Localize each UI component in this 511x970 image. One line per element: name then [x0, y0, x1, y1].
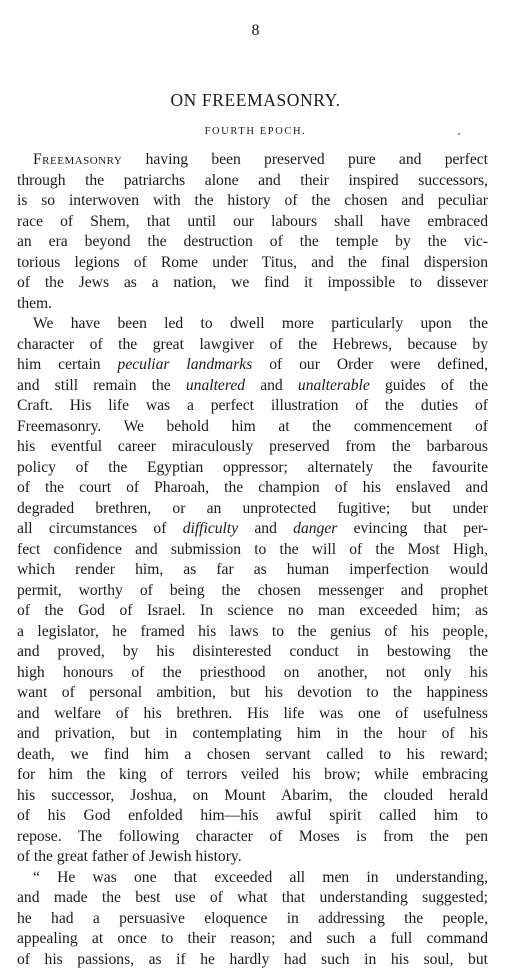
text-segment: policy of the Egyptian oppressor; alternately the favourite — [17, 459, 488, 476]
text-line — [17, 704, 488, 725]
text-line — [17, 909, 488, 930]
text-line — [17, 253, 488, 274]
text-line — [17, 396, 488, 417]
text-segment: for him the king of terrors veiled his brow; while embracing — [17, 766, 488, 783]
text-line — [17, 806, 488, 827]
text-line — [17, 765, 488, 786]
text-line — [17, 273, 488, 294]
text-segment: torious legions of Rome under Titus, and the final dispersion — [17, 254, 488, 271]
italic-text: peculiar landmarks — [118, 356, 253, 373]
print-speck — [458, 133, 460, 135]
text-segment: him certain — [17, 356, 118, 373]
paragraph — [17, 314, 488, 868]
text-line — [17, 868, 488, 889]
text-segment: all circumstances of — [17, 520, 183, 537]
text-line — [17, 663, 488, 684]
text-segment: death, we find him a chosen servant called to his reward; — [17, 746, 488, 763]
text-segment: evincing that per- — [337, 520, 488, 537]
text-line — [17, 294, 488, 315]
text-line — [17, 786, 488, 807]
text-line — [17, 950, 488, 970]
text-line — [17, 519, 488, 540]
text-line — [17, 355, 488, 376]
section-subtitle: FOURTH EPOCH. — [0, 126, 511, 137]
text-segment: and — [238, 520, 293, 537]
text-line — [17, 437, 488, 458]
text-line — [17, 499, 488, 520]
text-line — [17, 724, 488, 745]
text-line — [17, 827, 488, 848]
italic-text: unalterable — [298, 377, 370, 394]
text-segment: Freemasonry. We behold him at the commencement of — [17, 418, 488, 435]
text-line — [17, 212, 488, 233]
text-line — [17, 601, 488, 622]
text-line — [17, 191, 488, 212]
text-segment: Craft. His life was a perfect illustration of the duties of — [17, 397, 488, 414]
chapter-title: ON FREEMASONRY. — [0, 90, 511, 111]
text-segment: and privation, but in contemplating him in the hour of his — [17, 725, 488, 742]
text-line — [17, 540, 488, 561]
text-segment: appealing at once to their reason; and such a full command — [17, 930, 488, 947]
body-text — [17, 150, 488, 970]
text-segment: he had a persuasive eloquence in addressing the people, — [17, 910, 488, 927]
text-segment: of his God enfolded him—his awful spirit called him to — [17, 807, 488, 824]
text-segment: his successor, Joshua, on Mount Abarim, the clouded herald — [17, 787, 488, 804]
text-segment: having been preserved pure and perfect — [122, 151, 488, 168]
text-line — [17, 458, 488, 479]
small-caps-text: Freemasonry — [33, 151, 122, 168]
text-segment: want of personal ambition, but his devotion to the happiness — [17, 684, 488, 701]
text-segment: We have been led to dwell more particularly upon the — [33, 315, 488, 332]
text-line — [17, 171, 488, 192]
text-segment: is so interwoven with the history of the chosen and peculiar — [17, 192, 488, 209]
text-line — [17, 888, 488, 909]
text-line — [17, 150, 488, 171]
text-line — [17, 745, 488, 766]
page-number: 8 — [0, 22, 511, 40]
text-segment: of his passions, as if he hardly had such in his soul, but — [17, 951, 488, 968]
text-line — [17, 581, 488, 602]
italic-text: danger — [293, 520, 337, 537]
text-segment: degraded brethren, or an unprotected fugitive; but under — [17, 500, 488, 517]
text-segment: of the Jews as a nation, we find it impossible to dissever — [17, 274, 488, 291]
text-line — [17, 642, 488, 663]
text-segment: and made the best use of what that understanding suggested; — [17, 889, 488, 906]
paragraph — [17, 868, 488, 970]
text-line — [17, 847, 488, 868]
italic-text: unaltered — [186, 377, 245, 394]
text-segment: fect confidence and submission to the will of the Most High, — [17, 541, 488, 558]
italic-text: difficulty — [183, 520, 238, 537]
text-segment: and — [245, 377, 298, 394]
text-segment: high honours of the priesthood on another, not only his — [17, 664, 488, 681]
text-line — [17, 335, 488, 356]
text-line — [17, 622, 488, 643]
text-line — [17, 478, 488, 499]
text-segment: them. — [17, 295, 52, 312]
text-segment: of our Order were defined, — [252, 356, 488, 373]
text-segment: of the great father of Jewish history. — [17, 848, 242, 865]
text-segment: and welfare of his brethren. His life was one of usefulness — [17, 705, 488, 722]
text-segment: and proved, by his disinterested conduct in bestowing the — [17, 643, 488, 660]
text-line — [17, 683, 488, 704]
text-segment: his eventful career miraculously preserved from the barbarous — [17, 438, 488, 455]
text-segment: an era beyond the destruction of the temple by the vic- — [17, 233, 488, 250]
paragraph — [17, 150, 488, 314]
text-line — [17, 560, 488, 581]
text-line — [17, 929, 488, 950]
text-line — [17, 376, 488, 397]
text-segment: character of the great lawgiver of the Hebrews, because by — [17, 336, 488, 353]
text-segment: “ He was one that exceeded all men in understanding, — [33, 869, 488, 886]
text-segment: race of Shem, that until our labours shall have embraced — [17, 213, 488, 230]
text-segment: of the God of Israel. In science no man exceeded him; as — [17, 602, 488, 619]
text-segment: of the court of Pharoah, the champion of his enslaved and — [17, 479, 488, 496]
text-segment: repose. The following character of Moses is from the pen — [17, 828, 488, 845]
text-line — [17, 417, 488, 438]
text-line — [17, 232, 488, 253]
text-segment: guides of the — [370, 377, 488, 394]
text-segment: and still remain the — [17, 377, 186, 394]
text-segment: a legislator, he framed his laws to the genius of his people, — [17, 623, 488, 640]
text-line — [17, 314, 488, 335]
text-segment: permit, worthy of being the chosen messenger and prophet — [17, 582, 488, 599]
text-segment: which render him, as far as human imperfection would — [17, 561, 488, 578]
text-segment: through the patriarchs alone and their inspired successors, — [17, 172, 488, 189]
